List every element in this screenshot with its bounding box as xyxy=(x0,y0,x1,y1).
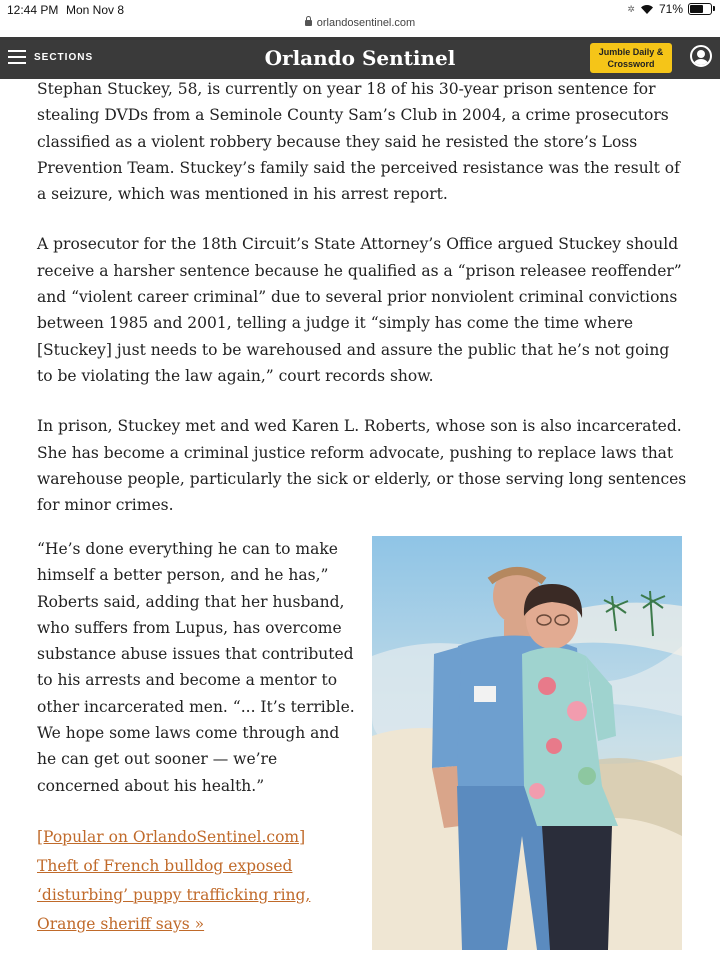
battery-icon xyxy=(688,3,712,15)
status-right xyxy=(627,2,712,16)
photo-illustration xyxy=(372,536,682,950)
lock-icon xyxy=(305,20,312,26)
site-logo[interactable]: Orlando Sentinel xyxy=(264,46,456,70)
url-bar[interactable] xyxy=(0,17,720,37)
wifi-icon xyxy=(640,4,654,15)
article-quote-column xyxy=(37,536,357,939)
promo-label[interactable]: [Popular on OrlandoSentinel.com] xyxy=(37,827,306,846)
jumble-crossword-button[interactable] xyxy=(590,43,672,73)
sections-button[interactable]: SECTIONS xyxy=(34,52,94,63)
url-text: orlandosentinel.com xyxy=(316,17,416,29)
promo-link[interactable]: Theft of French bulldog exposed ‘disturbing’ puppy trafficking ring, Orange sheriff says » xyxy=(37,856,311,933)
site-header xyxy=(0,37,720,79)
article-photo[interactable] xyxy=(372,536,682,950)
signal-icon: ✲ xyxy=(627,3,635,14)
battery-fill xyxy=(690,5,703,13)
menu-icon[interactable] xyxy=(8,50,26,64)
article-paragraph: A prosecutor for the 18th Circuit’s State Attorney’s Office argued Stuckey should receive a harsher sentence because he qualified as a “prison releasee reoffender” and “violent career criminal” due to several prior nonviolent criminal convictions between 1985 and 2001, telling a judge it “simply has come the time where [Stuckey] just needs to be warehoused and assure the public that he’s not going to be violating the law again,” court records show. xyxy=(37,235,682,385)
jumble-label-line1: Jumble Daily & xyxy=(598,47,664,57)
article-body xyxy=(37,76,687,542)
user-account-icon[interactable] xyxy=(690,45,712,67)
article-paragraph: “He’s done everything he can to make himself a better person, and he has,” Roberts said, adding that her husband, who suffers from Lupus, has overcome substance abuse issues that contributed to his arrests and become a mentor to other incarcerated men. “... It’s terrible. We hope some laws come through and he can get out sooner — we’re concerned about his health.” xyxy=(37,540,355,795)
battery-percent: 71% xyxy=(658,2,683,16)
status-time: 12:44 PM xyxy=(7,3,59,17)
status-date: Mon Nov 8 xyxy=(66,3,125,17)
article-paragraph: In prison, Stuckey met and wed Karen L. Roberts, whose son is also incarcerated. She has become a criminal justice reform advocate, pushing to replace laws that warehouse people, particularly the sick or elderly, or those serving long sentences for minor crimes. xyxy=(37,417,687,515)
promo-link-block[interactable] xyxy=(37,823,357,939)
article-paragraph: Stephan Stuckey, 58, is currently on year 18 of his 30-year prison sentence for stealing DVDs from a Seminole County Sam’s Club in 2004, a crime prosecutors classified as a violent robbery because they said he resisted the store’s Loss Prevention Team. Stuckey’s family said the perceived resistance was the result of a seizure, which was mentioned in his arrest report. xyxy=(37,80,680,204)
jumble-label-line2: Crossword xyxy=(607,59,655,69)
